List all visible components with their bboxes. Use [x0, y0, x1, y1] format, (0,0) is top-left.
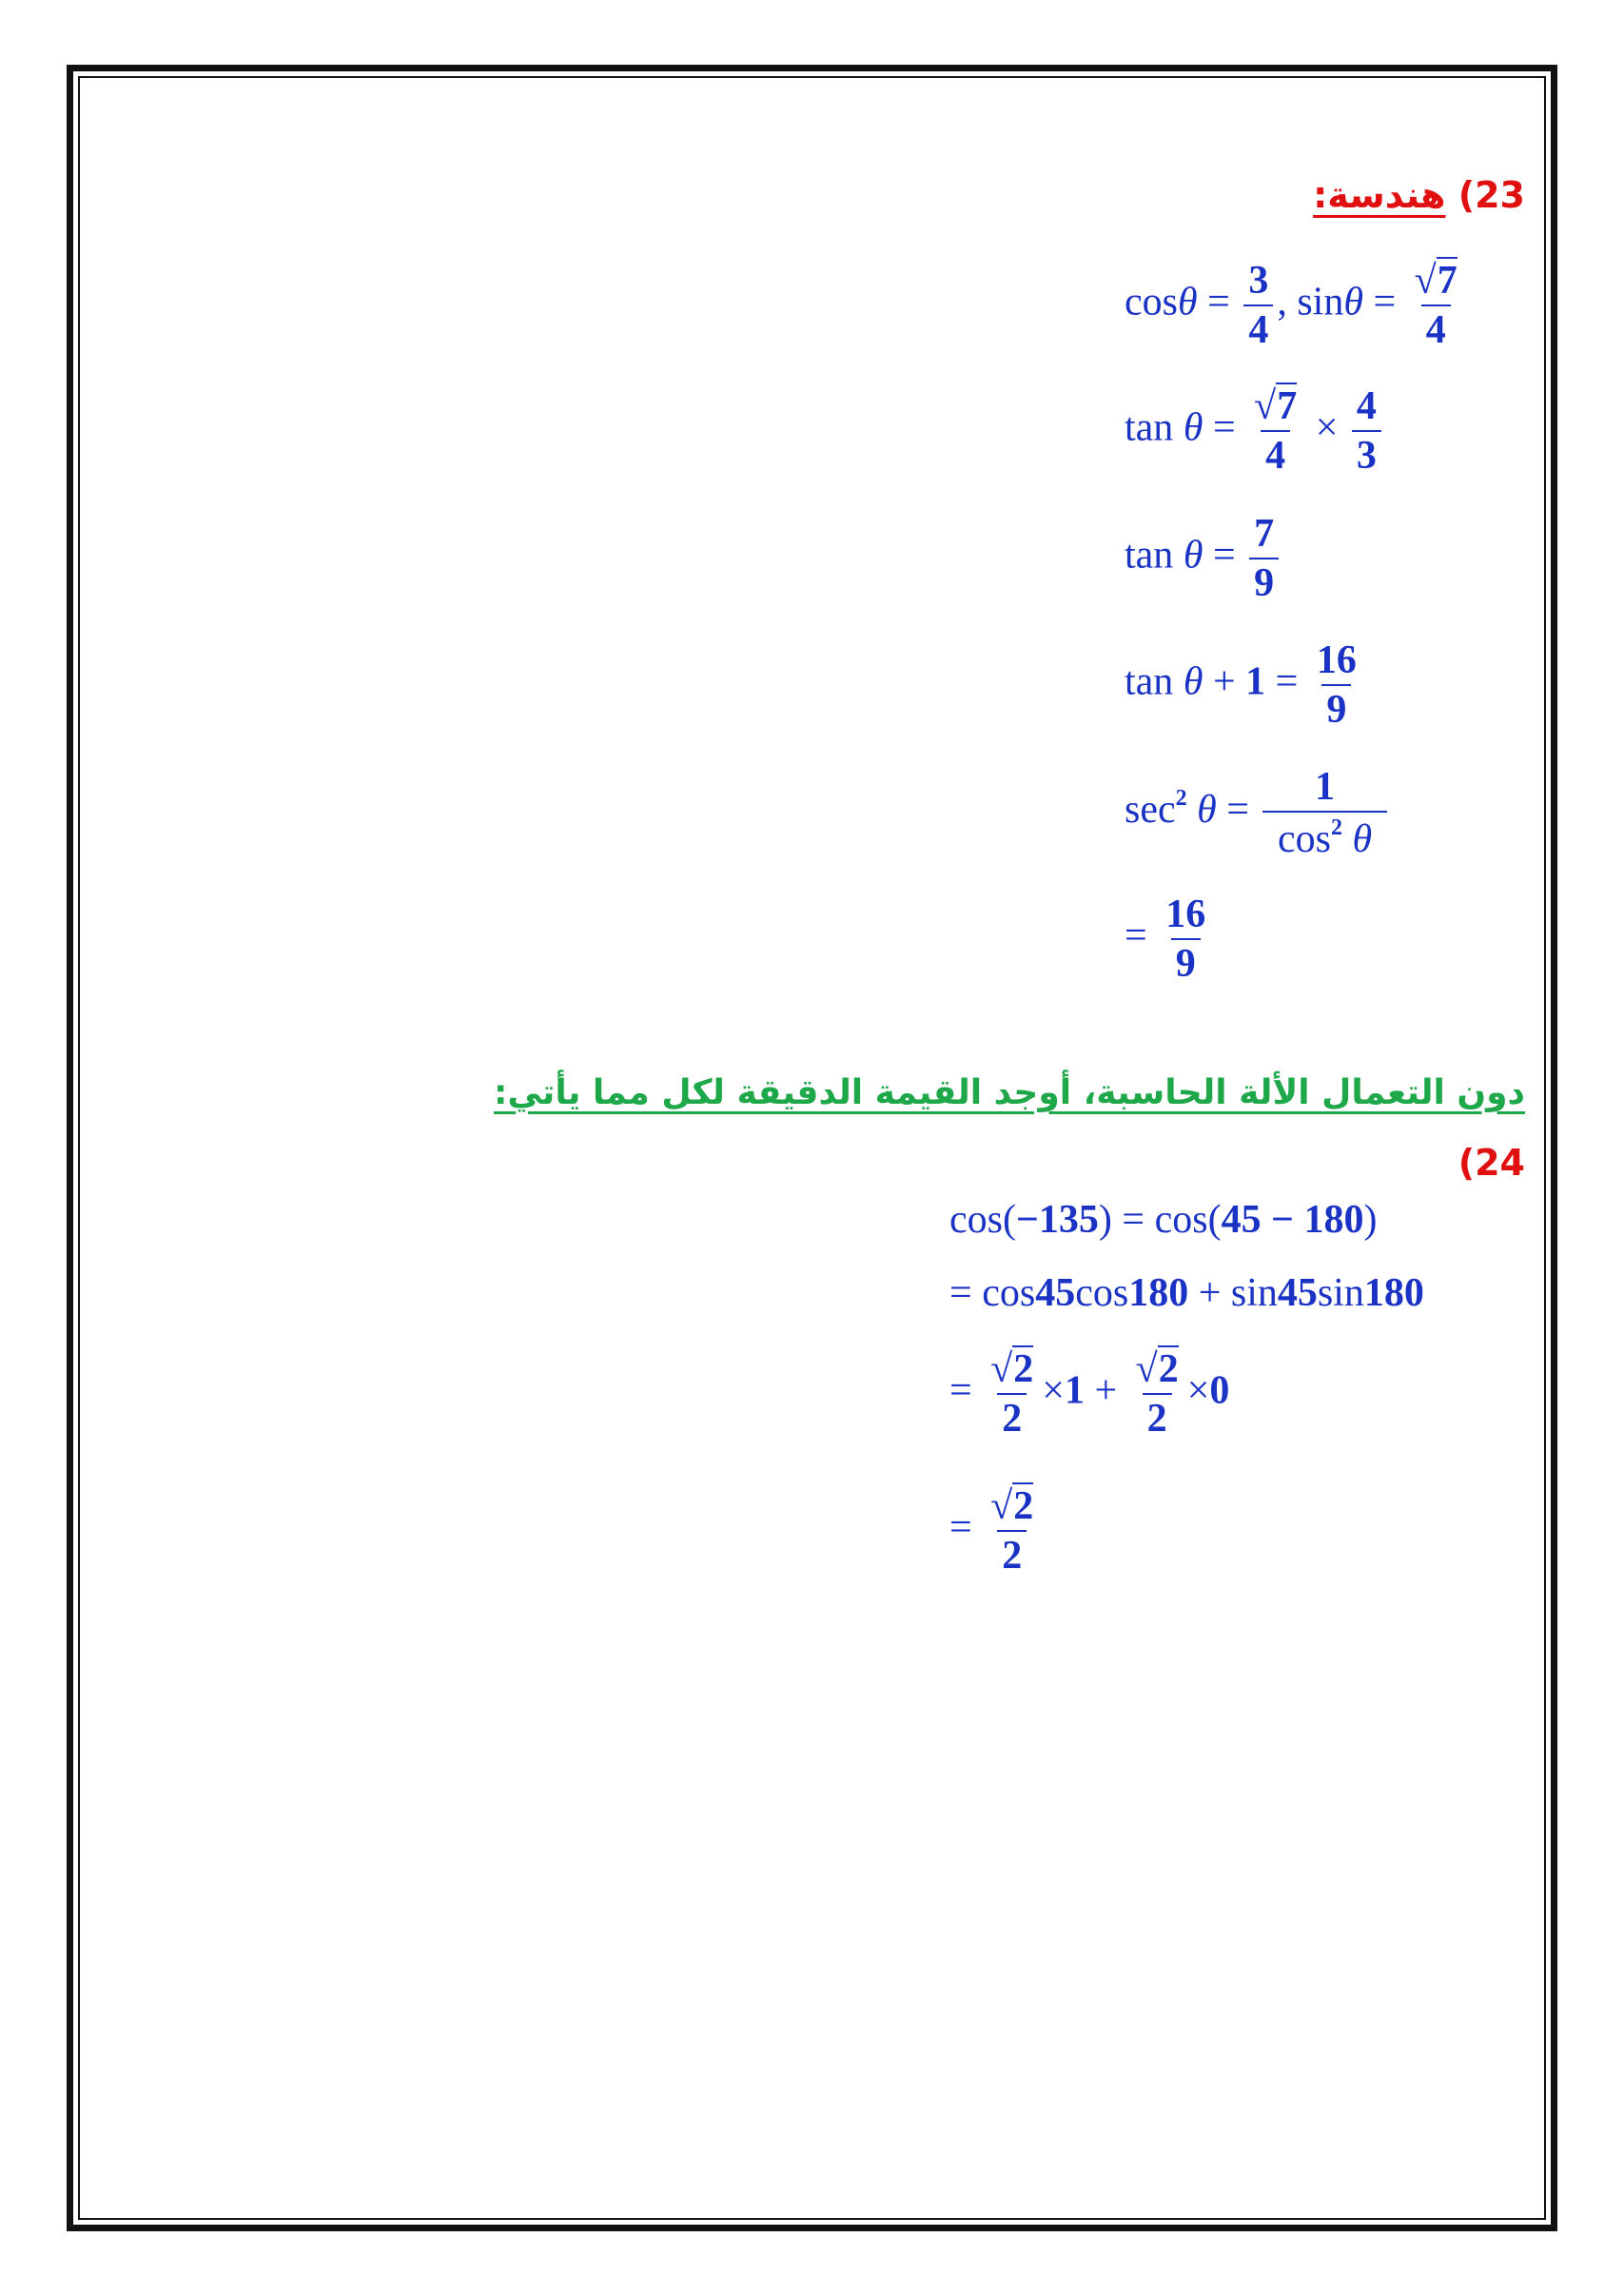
tan-text: tan [1125, 659, 1174, 704]
equals: = [1197, 280, 1241, 324]
plus: + [1203, 659, 1246, 704]
one: 1 [1064, 1368, 1085, 1413]
radicand: 2 [1158, 1347, 1179, 1391]
cos-text: cos [982, 1271, 1036, 1315]
fraction-sqrt7-4 [1249, 386, 1301, 476]
q24-line-4 [949, 1486, 1042, 1576]
radicand: 7 [1277, 384, 1298, 428]
fraction-sqrt2-2 [1131, 1349, 1184, 1439]
q24-line-1 [949, 1200, 1378, 1240]
plus: + [1188, 1271, 1231, 1315]
denominator: 9 [1321, 684, 1351, 730]
equals: = [1125, 913, 1158, 958]
angle-expression: 45 − 180 [1221, 1198, 1364, 1242]
theta: θ [1183, 405, 1203, 450]
exponent: 2 [1175, 786, 1187, 812]
cos-text: cos [1075, 1271, 1129, 1315]
denominator: 9 [1249, 558, 1279, 603]
q23-line-4 [1125, 640, 1365, 730]
radicand: 7 [1437, 259, 1458, 303]
equals: = [1203, 533, 1246, 578]
equals: = [1203, 405, 1246, 450]
one: 1 [1245, 659, 1266, 704]
theta: θ [1183, 659, 1203, 704]
fraction-4-3 [1352, 386, 1381, 476]
comma: , [1277, 280, 1287, 324]
denominator: 3 [1352, 430, 1381, 476]
equals: = [949, 1271, 983, 1315]
numerator: 1 [1315, 765, 1336, 809]
fraction-16-9 [1312, 640, 1361, 730]
q23-number: 23) [1458, 174, 1525, 216]
denominator: 2 [997, 1530, 1027, 1576]
value: 45 [1277, 1271, 1318, 1315]
sqrt-icon: √7 [1254, 384, 1298, 428]
equals: = [1265, 659, 1308, 704]
denominator: 2 [1143, 1393, 1172, 1439]
close-paren: ) [1363, 1198, 1378, 1242]
sin-text: sin [1286, 280, 1344, 324]
sqrt-icon: √2 [990, 1347, 1034, 1391]
fraction-sqrt7-4 [1410, 261, 1462, 350]
theta: θ [1183, 533, 1203, 578]
sin-text: sin [1317, 1271, 1364, 1315]
fraction-16-9 [1161, 894, 1210, 984]
radicand: 2 [1013, 1347, 1034, 1391]
denominator: 4 [1261, 430, 1290, 476]
times: × [1042, 1368, 1065, 1413]
sec-text: sec [1125, 788, 1176, 833]
exponent: 2 [1330, 815, 1342, 840]
theta: θ [1352, 817, 1373, 861]
q23-line-2 [1125, 386, 1385, 476]
theta: θ [1178, 280, 1198, 324]
sqrt-icon: √7 [1414, 259, 1458, 303]
q23-line-3 [1125, 514, 1282, 603]
denominator: 2 [997, 1393, 1027, 1439]
value: 180 [1128, 1271, 1189, 1315]
equals: = [949, 1505, 983, 1550]
instruction-text: دون التعمال الألة الحاسبة، أوجد القيمة الدقيقة لكل مما يأتي: [493, 1073, 1525, 1112]
tan-text: tan [1125, 533, 1174, 578]
q23-line-5 [1125, 767, 1391, 859]
equals: = [949, 1368, 983, 1413]
value: 180 [1363, 1271, 1424, 1315]
cos-text: cos [1277, 817, 1331, 861]
cos-open: cos( [949, 1198, 1016, 1242]
fraction-sqrt2-2 [986, 1349, 1038, 1439]
fraction-sqrt2-2 [986, 1486, 1038, 1576]
sqrt-icon: √2 [1135, 1347, 1179, 1391]
equals-cos: ) = cos( [1098, 1198, 1222, 1242]
q23-line-6 [1125, 894, 1214, 984]
q24-number: (24 [1458, 1142, 1525, 1184]
theta: θ [1197, 788, 1217, 833]
value: 45 [1035, 1271, 1076, 1315]
numerator: 16 [1165, 893, 1206, 936]
denominator: 4 [1421, 304, 1451, 350]
numerator: 3 [1248, 259, 1269, 303]
fraction-7-9 [1249, 514, 1279, 603]
sqrt-icon: √2 [990, 1484, 1034, 1528]
cos-text: cos [1125, 280, 1178, 324]
fraction-1-cos2 [1262, 767, 1386, 859]
theta: θ [1343, 280, 1363, 324]
numerator: 16 [1316, 638, 1357, 682]
denominator: 4 [1243, 304, 1273, 350]
sin-text: sin [1230, 1271, 1278, 1315]
q23-heading [1313, 174, 1525, 216]
denominator [1262, 811, 1386, 859]
times: × [1186, 1368, 1210, 1413]
q24-line-2 [949, 1273, 1424, 1313]
plus: + [1084, 1368, 1127, 1413]
equals: = [1216, 788, 1260, 833]
numerator: 4 [1356, 384, 1377, 428]
denominator: 9 [1171, 938, 1201, 984]
radicand: 2 [1013, 1484, 1034, 1528]
zero: 0 [1209, 1368, 1230, 1413]
q23-title: هندسة: [1313, 174, 1446, 216]
numerator: 7 [1254, 512, 1275, 556]
q24-line-3 [949, 1349, 1229, 1439]
tan-text: tan [1125, 405, 1174, 450]
angle-value: −135 [1015, 1198, 1099, 1242]
q23-line-1 [1125, 261, 1466, 350]
equals: = [1362, 280, 1406, 324]
fraction-3-4 [1243, 261, 1273, 350]
times: × [1305, 405, 1348, 450]
